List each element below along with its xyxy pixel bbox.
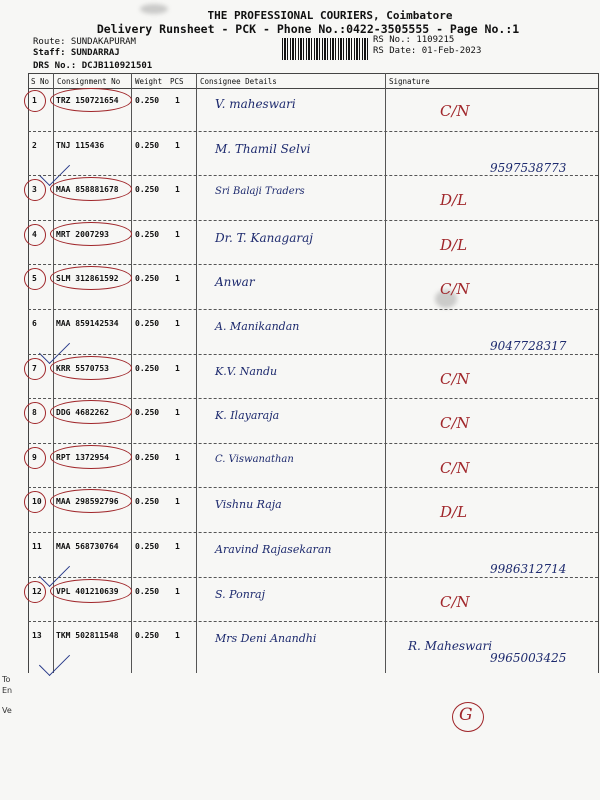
row-sno: 8 [32,408,37,417]
row-consignment-circle [50,222,132,246]
col-header-pcs: PCS [170,77,184,86]
row-consignment-no: MRT 2007293 [56,230,109,239]
row-divider [28,532,598,533]
row-pcs: 1 [175,453,180,462]
row-consignment-no: TNJ 115436 [56,141,105,150]
row-consignee: K.V. Nandu [215,365,278,378]
row-divider [28,443,598,444]
row-consignment-no: RPT 1372954 [56,453,109,462]
row-consignment-circle [50,88,132,112]
row-consignment-circle [50,266,132,290]
row-circle [24,358,46,380]
row-consignee: K. Ilayaraja [215,409,280,422]
header-rule [28,88,598,89]
row-sno: 5 [32,274,37,283]
row-weight: 0.250 [135,631,160,640]
row-consignee: S. Ponraj [215,588,266,601]
row-weight: 0.250 [135,364,160,373]
row-weight: 0.250 [135,274,160,283]
row-pcs: 1 [175,141,180,150]
row-pcs: 1 [175,497,180,506]
runsheet-subtitle: Delivery Runsheet - PCK - Phone No.:0422-3505555 - Page No.:1 [96,22,520,36]
row-divider [28,354,598,355]
row-signature: C/N [440,370,470,388]
row-pcs: 1 [175,274,180,283]
row-consignment-no: MAA 298592796 [56,497,119,506]
row-sno: 1 [32,96,37,105]
row-phone: 9986312714 [490,562,567,576]
row-divider [28,264,598,265]
row-divider [28,621,598,622]
row-divider [28,487,598,488]
row-circle [24,90,46,112]
row-signature: C/N [440,593,470,611]
row-signature: D/L [440,503,468,521]
row-consignment-circle [50,489,132,513]
row-consignment-circle [50,579,132,603]
row-pcs: 1 [175,587,180,596]
row-consignee: M. Thamil Selvi [215,142,311,156]
col-divider [196,73,197,673]
row-circle [24,224,46,246]
row-signature: C/N [440,102,470,120]
row-consignment-no: KRR 5570753 [56,364,109,373]
row-circle [24,179,46,201]
row-consignee: Anwar [215,275,255,289]
row-sno: 11 [32,542,42,551]
row-phone: 9047728317 [490,339,567,353]
row-consignee: V. maheswari [215,97,296,111]
row-pcs: 1 [175,96,180,105]
col-divider [385,73,386,673]
row-signature: R. Maheswari [408,639,493,653]
route-label: Route: SUNDAKAPURAM [33,37,136,47]
row-divider [28,131,598,132]
row-consignment-circle [50,356,132,380]
row-sno: 12 [32,587,42,596]
row-weight: 0.250 [135,497,160,506]
row-signature: C/N [440,414,470,432]
row-consignment-circle [50,400,132,424]
edge-fragment: En [2,686,13,695]
row-pcs: 1 [175,408,180,417]
row-divider [28,309,598,310]
barcode [282,38,368,60]
row-signature: C/N [440,459,470,477]
row-consignment-no: SLM 312861592 [56,274,119,283]
row-sno: 10 [32,497,42,506]
row-consignee: Vishnu Raja [215,498,282,511]
row-weight: 0.250 [135,408,160,417]
row-consignee: Sri Balaji Traders [215,186,305,197]
row-phone: 9965003425 [490,651,567,665]
row-weight: 0.250 [135,587,160,596]
row-pcs: 1 [175,230,180,239]
col-header-sno: S No [31,77,50,86]
col-header-signature: Signature [389,77,430,86]
row-pcs: 1 [175,631,180,640]
row-circle [24,581,46,603]
row-divider [28,398,598,399]
row-consignee: A. Manikandan [215,320,300,333]
col-header-consignee: Consignee Details [200,77,277,86]
row-circle [24,268,46,290]
col-divider [131,73,132,673]
row-weight: 0.250 [135,141,160,150]
row-pcs: 1 [175,319,180,328]
row-divider [28,220,598,221]
staff-label: Staff: SUNDARRAJ [33,48,120,58]
row-consignment-circle [50,177,132,201]
row-consignment-no: DDG 4682262 [56,408,109,417]
row-consignment-no: TRZ 150721654 [56,96,119,105]
row-circle [24,402,46,424]
row-consignment-circle [50,445,132,469]
stamp-mark: G [459,705,473,725]
row-divider [28,577,598,578]
company-title: THE PROFESSIONAL COURIERS, Coimbatore [207,9,453,22]
row-consignment-no: VPL 401210639 [56,587,119,596]
row-sno: 13 [32,631,42,640]
row-sno: 4 [32,230,37,239]
rs-number: RS No.: 1109215 [373,35,455,45]
row-signature: D/L [440,236,468,254]
row-weight: 0.250 [135,542,160,551]
row-sno: 3 [32,185,37,194]
table-top-rule [28,73,598,74]
row-weight: 0.250 [135,185,160,194]
row-weight: 0.250 [135,230,160,239]
row-consignment-no: MAA 859142534 [56,319,119,328]
row-sno: 9 [32,453,37,462]
col-header-consignment: Consignment No [57,77,121,86]
row-pcs: 1 [175,185,180,194]
row-signature: C/N [440,280,470,298]
row-sno: 6 [32,319,37,328]
row-pcs: 1 [175,542,180,551]
row-divider [28,175,598,176]
rs-date: RS Date: 01-Feb-2023 [373,46,482,56]
row-phone: 9597538773 [490,161,567,175]
row-weight: 0.250 [135,96,160,105]
row-consignment-no: MAA 858881678 [56,185,119,194]
row-signature: D/L [440,191,468,209]
row-sno: 7 [32,364,37,373]
row-sno: 2 [32,141,37,150]
col-header-weight: Weight [135,77,163,86]
drs-number: DRS No.: DCJB110921501 [33,61,153,71]
row-weight: 0.250 [135,319,160,328]
row-consignee: C. Viswanathan [215,454,294,465]
row-consignee: Aravind Rajasekaran [215,543,332,556]
row-consignee: Mrs Deni Anandhi [215,632,317,645]
row-consignee: Dr. T. Kanagaraj [215,231,313,245]
row-consignment-no: TKM 502811548 [56,631,119,640]
row-circle [24,447,46,469]
row-circle [24,491,46,513]
row-consignment-no: MAA 568730764 [56,542,119,551]
row-pcs: 1 [175,364,180,373]
row-weight: 0.250 [135,453,160,462]
edge-fragment: Ve [2,706,12,715]
edge-fragment: To [2,675,11,684]
